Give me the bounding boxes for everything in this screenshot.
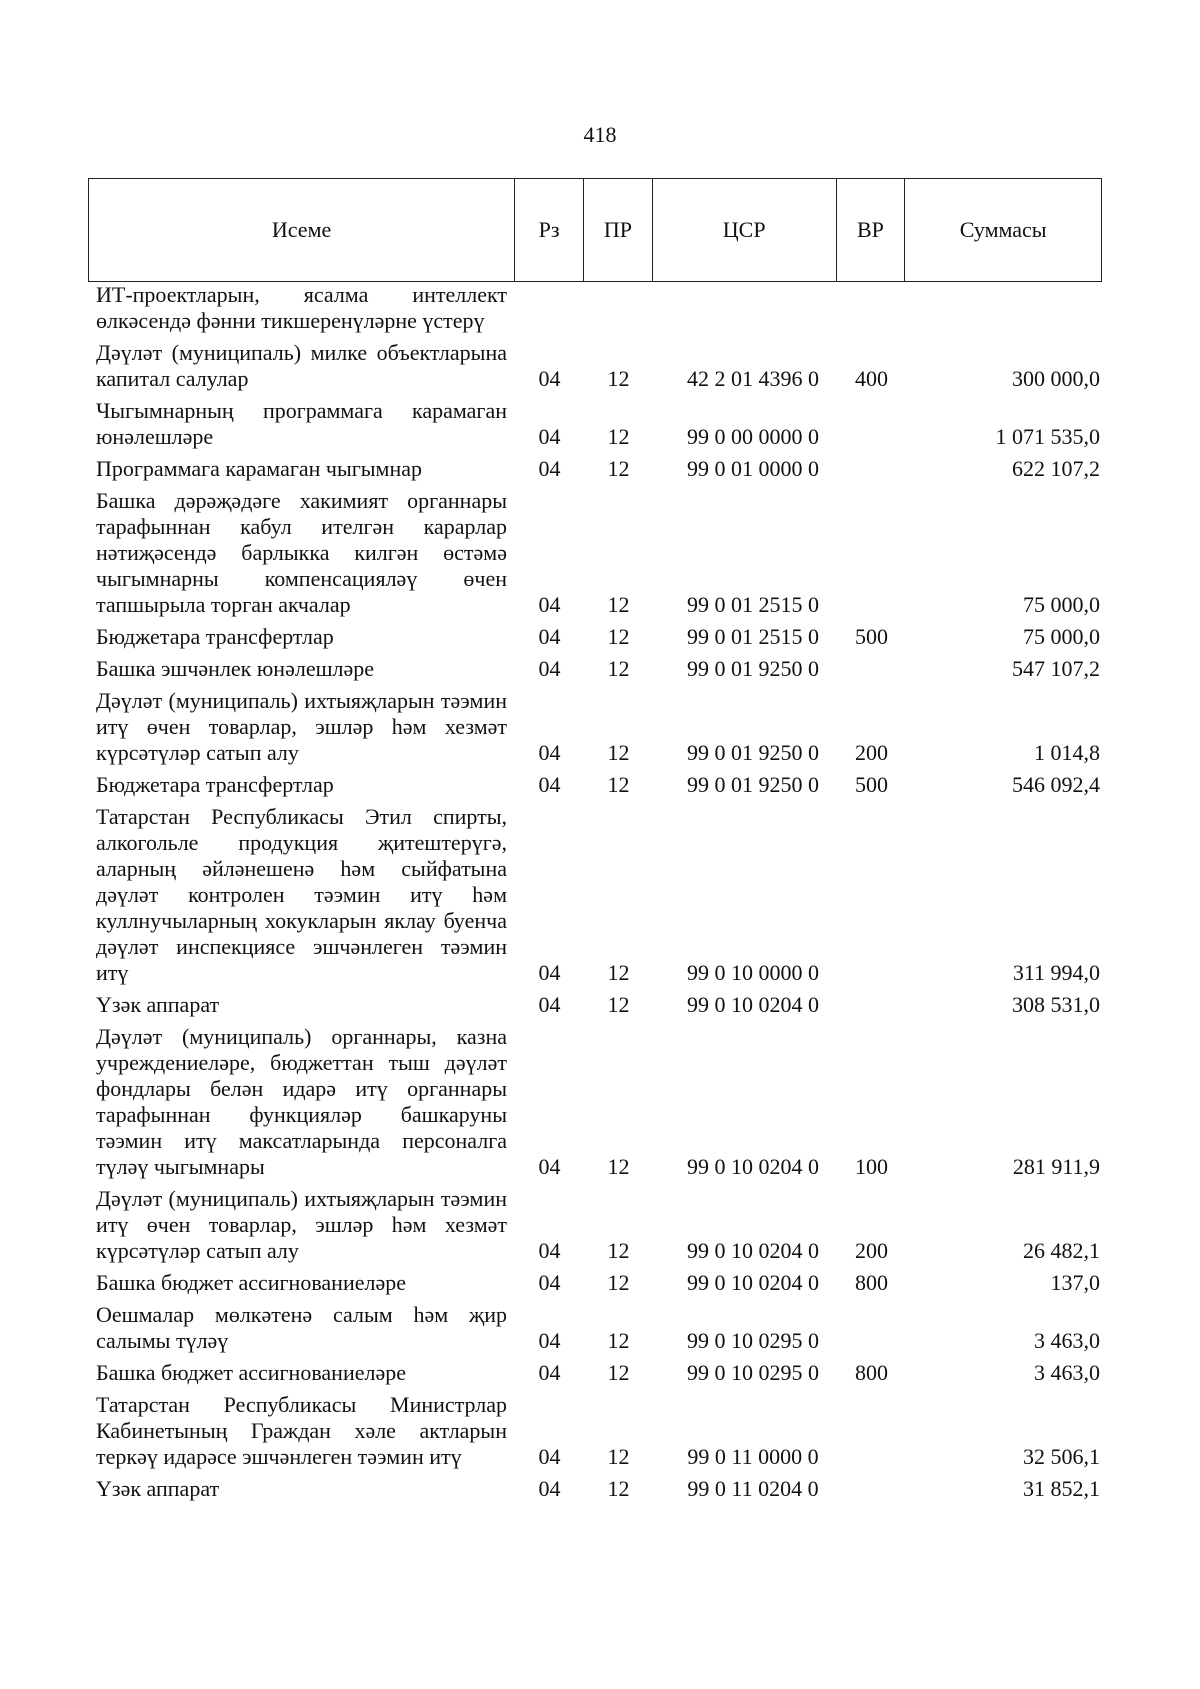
row-name: Программага карамаган чыгымнар (96, 456, 423, 481)
row-rz: 04 (538, 740, 561, 765)
table-row (88, 688, 1102, 772)
row-pr: 12 (607, 366, 630, 391)
table-row (88, 656, 1102, 688)
row-csr: 99 0 11 0000 0 (687, 1444, 819, 1469)
row-name: Дәүләт (муниципаль) органнары, казна учреждениеләре, бюджеттан тыш дәүләт фондлары белән идарә итү органнары тарафыннан функцияләр башкаруны тәэмин итү максатларында персоналга түләү чыгымнары (96, 1024, 507, 1179)
header-rz: Рз (515, 179, 584, 281)
table-row (88, 1360, 1102, 1392)
row-sum: 31 852,1 (1023, 1476, 1100, 1501)
row-vr: 100 (855, 1154, 888, 1179)
row-name: Оешмалар мөлкәтенә салым һәм җир салымы түләү (96, 1302, 507, 1353)
row-sum: 308 531,0 (1012, 992, 1100, 1017)
table-row (88, 1302, 1102, 1360)
table-row (88, 1392, 1102, 1476)
row-rz: 04 (538, 1360, 561, 1385)
row-rz: 04 (538, 1238, 561, 1263)
header-name: Исеме (89, 179, 515, 281)
table-row (88, 456, 1102, 488)
row-name: Башка эшчәнлек юнәлешләре (96, 656, 375, 681)
row-name: Үзәк аппарат (96, 992, 220, 1017)
row-sum: 3 463,0 (1034, 1328, 1100, 1353)
table-row (88, 624, 1102, 656)
row-sum: 137,0 (1050, 1270, 1100, 1295)
row-pr: 12 (607, 456, 630, 481)
row-sum: 546 092,4 (1012, 772, 1100, 797)
row-rz: 04 (538, 960, 561, 985)
row-sum: 281 911,9 (1012, 1154, 1100, 1179)
row-vr: 800 (855, 1360, 888, 1385)
row-pr: 12 (607, 1238, 630, 1263)
row-csr: 99 0 10 0204 0 (687, 1238, 819, 1263)
row-rz: 04 (538, 624, 561, 649)
row-name: Чыгымнарның программага карамаган юнәлешләре (96, 398, 507, 449)
row-name: ИТ-проектларын, ясалма интеллект өлкәсендә фәнни тикшеренүләрне үстерү (96, 282, 507, 333)
row-rz: 04 (538, 592, 561, 617)
row-rz: 04 (538, 1328, 561, 1353)
row-csr: 99 0 10 0000 0 (687, 960, 819, 985)
row-csr: 99 0 10 0204 0 (687, 1270, 819, 1295)
table-row (88, 1270, 1102, 1302)
row-name: Башка бюджет ассигнованиеләре (96, 1270, 406, 1295)
row-csr: 99 0 10 0204 0 (687, 992, 819, 1017)
row-rz: 04 (538, 772, 561, 797)
table-row (88, 282, 1102, 340)
row-sum: 75 000,0 (1023, 592, 1100, 617)
row-csr: 99 0 01 9250 0 (687, 656, 819, 681)
header-vr: ВР (837, 179, 906, 281)
row-vr: 200 (855, 740, 888, 765)
row-csr: 99 0 00 0000 0 (687, 424, 819, 449)
row-pr: 12 (607, 960, 630, 985)
row-rz: 04 (538, 992, 561, 1017)
row-rz: 04 (538, 456, 561, 481)
row-csr: 99 0 10 0295 0 (687, 1360, 819, 1385)
row-sum: 300 000,0 (1012, 366, 1100, 391)
row-pr: 12 (607, 656, 630, 681)
table-row (88, 992, 1102, 1024)
row-name: Үзәк аппарат (96, 1476, 220, 1501)
row-sum: 32 506,1 (1023, 1444, 1100, 1469)
table-row (88, 1024, 1102, 1186)
row-rz: 04 (538, 424, 561, 449)
header-csr: ЦСР (653, 179, 837, 281)
row-sum: 3 463,0 (1034, 1360, 1100, 1385)
row-pr: 12 (607, 1360, 630, 1385)
row-csr: 99 0 01 9250 0 (687, 772, 819, 797)
row-sum: 75 000,0 (1023, 624, 1100, 649)
table-row (88, 398, 1102, 456)
row-sum: 547 107,2 (1012, 656, 1100, 681)
row-name: Дәүләт (муниципаль) ихтыяҗларын тәэмин итү өчен товарлар, эшләр һәм хезмәт күрсәтүләр сатып алу (96, 688, 507, 765)
row-rz: 04 (538, 1476, 561, 1501)
row-pr: 12 (607, 1154, 630, 1179)
table-row (88, 488, 1102, 624)
table-body (88, 282, 1102, 1508)
row-rz: 04 (538, 1444, 561, 1469)
row-pr: 12 (607, 740, 630, 765)
row-sum: 311 994,0 (1012, 960, 1100, 985)
row-csr: 99 0 01 2515 0 (687, 592, 819, 617)
row-pr: 12 (607, 592, 630, 617)
row-csr: 99 0 10 0204 0 (687, 1154, 819, 1179)
table-row (88, 772, 1102, 804)
row-rz: 04 (538, 1270, 561, 1295)
header-sum: Суммасы (959, 217, 1047, 242)
row-csr: 99 0 11 0204 0 (687, 1476, 819, 1501)
row-csr: 42 2 01 4396 0 (687, 366, 819, 391)
row-pr: 12 (607, 1270, 630, 1295)
row-pr: 12 (607, 624, 630, 649)
row-pr: 12 (607, 992, 630, 1017)
table-row (88, 340, 1102, 398)
row-vr: 500 (855, 624, 888, 649)
row-vr: 800 (855, 1270, 888, 1295)
row-pr: 12 (607, 1328, 630, 1353)
row-rz: 04 (538, 1154, 561, 1179)
row-pr: 12 (607, 772, 630, 797)
row-sum: 26 482,1 (1023, 1238, 1100, 1263)
row-sum: 1 071 535,0 (995, 424, 1100, 449)
row-name: Дәүләт (муниципаль) милке объектларына капитал салулар (96, 340, 507, 391)
header-pr: ПР (584, 179, 653, 281)
row-csr: 99 0 01 0000 0 (687, 456, 819, 481)
row-name: Бюджетара трансфертлар (96, 772, 334, 797)
row-csr: 99 0 01 9250 0 (687, 740, 819, 765)
table-row (88, 1476, 1102, 1508)
table-header (88, 178, 1102, 282)
row-name: Башка бюджет ассигнованиеләре (96, 1360, 406, 1385)
row-csr: 99 0 01 2515 0 (687, 624, 819, 649)
row-vr: 400 (855, 366, 888, 391)
row-name: Татарстан Республикасы Министрлар Кабинетының Граждан хәле актларын теркәү идарәсе эшчәнлеген тәэмин итү (96, 1392, 507, 1469)
row-name: Татарстан Республикасы Этил спирты, алкогольле продукция җитештерүгә, аларның әйләнешенә һәм сыйфатына дәүләт контролен тәэмин итү һәм куллнучыларның хокукларын яклау буенча дәүләт инспекциясе эшчәнлеген тәэмин итү (96, 804, 507, 985)
row-pr: 12 (607, 1444, 630, 1469)
row-sum: 1 014,8 (1034, 740, 1100, 765)
row-vr: 500 (855, 772, 888, 797)
row-vr: 200 (855, 1238, 888, 1263)
row-pr: 12 (607, 424, 630, 449)
table-row (88, 804, 1102, 992)
row-rz: 04 (538, 366, 561, 391)
table-row (88, 1186, 1102, 1270)
row-rz: 04 (538, 656, 561, 681)
row-name: Дәүләт (муниципаль) ихтыяҗларын тәэмин итү өчен товарлар, эшләр һәм хезмәт күрсәтүләр сатып алу (96, 1186, 507, 1263)
row-name: Бюджетара трансфертлар (96, 624, 334, 649)
row-sum: 622 107,2 (1012, 456, 1100, 481)
row-csr: 99 0 10 0295 0 (687, 1328, 819, 1353)
page-number: 418 (583, 122, 617, 147)
row-name: Башка дәрәҗәдәге хакимият органнары тарафыннан кабул ителгән карарлар нәтиҗәсендә барлыкка килгән өстәмә чыгымнарны компенсацияләү өчен тапшырыла торган акчалар (96, 488, 507, 617)
row-pr: 12 (607, 1476, 630, 1501)
